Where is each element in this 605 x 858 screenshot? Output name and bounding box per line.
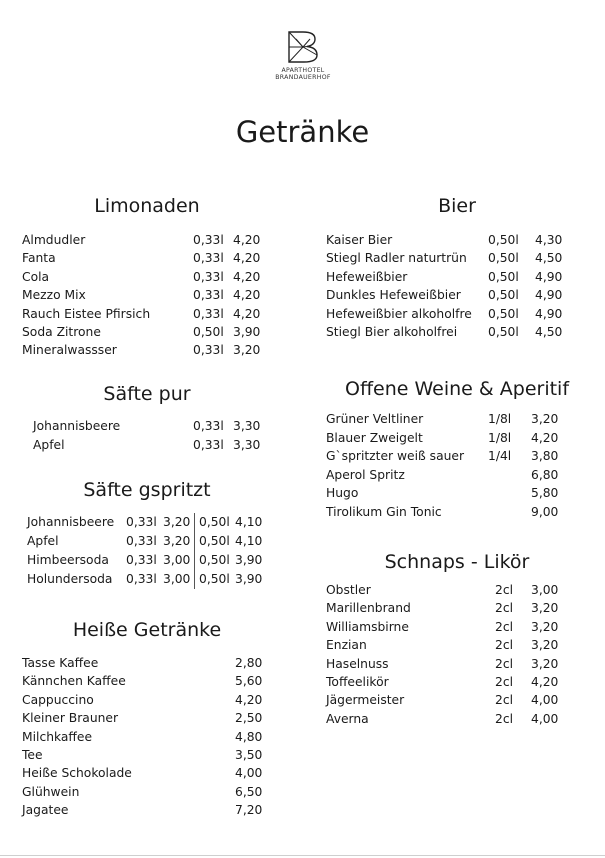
menu-item-name: Rauch Eistee Pfirsich	[22, 306, 151, 321]
menu-item-name: Glühwein	[22, 784, 80, 799]
menu-item-size: 0,50l	[199, 534, 230, 548]
brand-name-line1: APARTHOTEL	[281, 67, 325, 74]
menu-item-name: Heiße Schokolade	[22, 766, 132, 781]
menu-item-price: 3,80	[531, 449, 559, 464]
menu-item-name: Kleiner Brauner	[22, 711, 119, 726]
menu-item-price: 4,00	[531, 693, 559, 708]
brand-logo	[270, 30, 336, 81]
menu-item-name: Jägermeister	[326, 693, 405, 708]
section-title-weine: Offene Weine & Aperitif	[344, 378, 570, 400]
menu-item-name: Holundersoda	[27, 572, 113, 586]
section-title-limonaden: Limonaden	[94, 195, 200, 217]
menu-item-name: Obstler	[326, 583, 371, 597]
menu-item-price: 5,60	[235, 674, 263, 689]
menu-item-name: G`spritzter weiß sauer	[326, 449, 465, 464]
brand-name-line2: BRANDAUERHOF	[275, 74, 331, 81]
menu-item-price: 3,90	[233, 325, 261, 339]
menu-item-price: 4,20	[233, 288, 261, 303]
menu-item-name: Marillenbrand	[326, 601, 411, 616]
menu-item-price: 3,90	[235, 572, 263, 586]
menu-item-name: Apfel	[27, 534, 59, 548]
menu-item-price: 4,00	[531, 711, 559, 726]
menu-item-name: Kaiser Bier	[326, 233, 393, 247]
menu-item-price: 4,90	[535, 306, 563, 321]
menu-item-size: 0,33l	[193, 251, 224, 266]
menu-item-size: 0,33l	[126, 572, 157, 586]
menu-item-price: 4,90	[535, 288, 563, 303]
menu-item-price: 3,30	[233, 419, 261, 433]
menu-item-size: 0,33l	[126, 515, 157, 529]
menu-item-size: 0,33l	[126, 534, 157, 548]
menu-item-size: 0,50l	[199, 515, 230, 529]
menu-item-price: 4,20	[531, 675, 559, 689]
menu-item-name: Jagatee	[22, 803, 69, 818]
menu-item-name: Kännchen Kaffee	[22, 674, 126, 689]
menu-item-price: 4,10	[235, 515, 263, 529]
menu-item-size: 1/4l	[488, 449, 512, 464]
menu-item-price: 4,20	[233, 233, 261, 247]
menu-item-size: 0,50l	[488, 251, 519, 266]
menu-item-price: 4,30	[535, 233, 563, 247]
menu-item-price: 7,20	[235, 803, 263, 818]
menu-item-size: 0,33l	[193, 288, 224, 303]
menu-item-price: 3,20	[531, 412, 559, 426]
menu-item-name: Williamsbirne	[326, 619, 409, 634]
menu-item-size: 0,50l	[488, 288, 519, 303]
menu-item-size: 0,33l	[193, 306, 224, 321]
menu-item-price: 4,90	[535, 269, 563, 284]
menu-item-price: 4,10	[235, 534, 263, 548]
menu-item-name: Aperol Spritz	[326, 467, 405, 482]
menu-item-size: 0,33l	[193, 233, 224, 247]
section-title-schnaps: Schnaps - Likör	[384, 551, 530, 573]
menu-item-size: 0,50l	[488, 233, 519, 247]
menu-item-price: 9,00	[531, 505, 559, 519]
menu-item-price: 3,20	[163, 534, 191, 548]
menu-item-price: 4,20	[531, 430, 559, 445]
section-title-saefte-gspritzt: Säfte gspritzt	[83, 479, 211, 501]
menu-item-price: 3,50	[235, 748, 263, 762]
menu-item-size: 1/8l	[488, 430, 512, 445]
menu-item-size: 2cl	[495, 638, 514, 653]
menu-item-price: 6,80	[531, 467, 559, 482]
section-title-saefte-pur: Säfte pur	[103, 383, 191, 405]
menu-item-price: 3,20	[531, 638, 559, 653]
menu-item-price: 3,00	[531, 583, 559, 597]
menu-item-name: Tasse Kaffee	[22, 656, 99, 670]
menu-item-price: 4,20	[233, 251, 261, 266]
menu-item-name: Soda Zitrone	[22, 325, 101, 339]
menu-item-name: Milchkaffee	[22, 729, 93, 744]
menu-item-size: 0,33l	[193, 269, 224, 284]
menu-item-size: 0,50l	[199, 553, 230, 567]
menu-item-size: 0,50l	[488, 306, 519, 321]
menu-item-price: 4,50	[535, 251, 563, 266]
menu-item-name: Tirolikum Gin Tonic	[326, 505, 442, 519]
menu-item-size: 2cl	[495, 675, 514, 689]
menu-item-price: 4,20	[233, 269, 261, 284]
menu-item-price: 3,20	[531, 619, 559, 634]
menu-item-name: Mezzo Mix	[22, 288, 86, 303]
menu-item-price: 3,20	[531, 601, 559, 616]
menu-item-size: 1/8l	[488, 412, 512, 426]
menu-item-name: Cola	[22, 269, 50, 284]
page-bottom-edge	[0, 855, 605, 856]
section-title-bier: Bier	[438, 195, 476, 217]
menu-item-size: 0,33l	[193, 419, 224, 433]
menu-item-size: 0,50l	[488, 269, 519, 284]
menu-item-price: 3,30	[233, 438, 261, 452]
menu-item-name: Apfel	[33, 438, 65, 452]
menu-item-size: 2cl	[495, 693, 514, 708]
menu-item-name: Stiegl Radler naturtrün	[326, 251, 467, 266]
menu-item-name: Enzian	[326, 638, 367, 653]
menu-item-price: 4,50	[535, 325, 563, 339]
menu-item-name: Dunkles Hefeweißbier	[326, 288, 461, 303]
menu-item-name: Johannisbeere	[33, 419, 121, 433]
menu-item-price: 2,50	[235, 711, 263, 726]
section-title-heisse-getraenke: Heiße Getränke	[72, 619, 222, 641]
menu-item-size: 0,33l	[193, 438, 224, 452]
menu-item-price: 4,00	[235, 766, 263, 781]
menu-item-size: 0,50l	[193, 325, 224, 339]
menu-item-name: Averna	[326, 711, 369, 726]
menu-item-name: Mineralwassser	[22, 343, 117, 358]
menu-item-size: 2cl	[495, 656, 514, 671]
menu-item-price: 4,20	[235, 692, 263, 707]
menu-item-size: 2cl	[495, 619, 514, 634]
menu-item-name: Cappuccino	[22, 692, 94, 707]
menu-item-name: Stiegl Bier alkoholfrei	[326, 325, 458, 339]
menu-item-name: Fanta	[22, 251, 56, 266]
menu-item-price: 4,80	[235, 729, 263, 744]
menu-item-name: Johannisbeere	[27, 515, 115, 529]
menu-item-size: 0,50l	[199, 572, 230, 586]
menu-item-name: Grüner Veltliner	[326, 412, 424, 426]
menu-item-name: Hefeweißbier alkoholfre	[326, 306, 472, 321]
brand-monogram-icon	[286, 30, 320, 64]
menu-item-price: 3,00	[163, 553, 191, 567]
menu-item-name: Hefeweißbier	[326, 269, 408, 284]
menu-item-price: 4,20	[233, 306, 261, 321]
column-divider	[194, 513, 195, 589]
menu-item-size: 2cl	[495, 601, 514, 616]
menu-item-size: 2cl	[495, 583, 514, 597]
menu-item-name: Tee	[22, 748, 43, 762]
menu-item-name: Haselnuss	[326, 656, 389, 671]
menu-item-name: Himbeersoda	[27, 553, 109, 567]
menu-item-price: 3,20	[531, 656, 559, 671]
menu-item-size: 0,33l	[126, 553, 157, 567]
menu-item-name: Blauer Zweigelt	[326, 430, 423, 445]
menu-item-price: 3,20	[233, 343, 261, 358]
menu-item-price: 6,50	[235, 784, 263, 799]
menu-item-name: Hugo	[326, 486, 359, 501]
menu-item-price: 5,80	[531, 486, 559, 501]
menu-item-price: 3,20	[163, 515, 191, 529]
menu-item-name: Toffeelikör	[326, 675, 389, 689]
menu-item-price: 2,80	[235, 656, 263, 670]
menu-item-size: 0,50l	[488, 325, 519, 339]
menu-item-price: 3,90	[235, 553, 263, 567]
menu-item-size: 0,33l	[193, 343, 224, 358]
menu-item-price: 3,00	[163, 572, 191, 586]
menu-item-size: 2cl	[495, 711, 514, 726]
menu-item-name: Almdudler	[22, 233, 86, 247]
page-title: Getränke	[235, 115, 370, 149]
